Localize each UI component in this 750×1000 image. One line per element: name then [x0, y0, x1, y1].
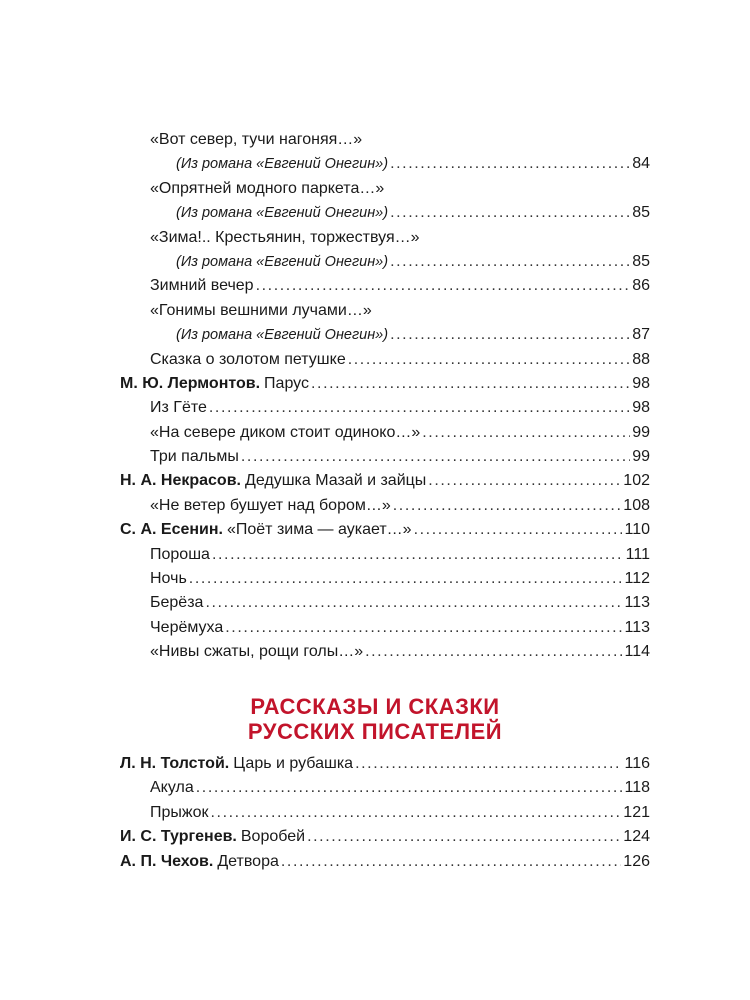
- dot-leader: [393, 494, 622, 518]
- toc-entry: [120, 776, 650, 800]
- toc-entry-row: [120, 469, 650, 493]
- page-number: 88: [632, 350, 650, 368]
- work-title: Детвора: [217, 852, 279, 870]
- author-name: Л. Н. Толстой.: [120, 755, 230, 772]
- dot-leader: [414, 518, 623, 542]
- work-title: «Нивы сжаты, рощи голы…»: [150, 643, 364, 661]
- toc-entry-row: [120, 640, 650, 664]
- table-of-contents-stories: [120, 752, 650, 874]
- page-number: 86: [632, 277, 650, 295]
- dot-leader: [355, 752, 622, 776]
- dot-leader: [281, 850, 621, 874]
- toc-entry: [120, 518, 650, 542]
- toc-entry-row: [120, 825, 650, 849]
- toc-entry: [120, 421, 650, 445]
- toc-entry-row: [120, 372, 650, 396]
- page-number: 98: [632, 399, 650, 417]
- toc-entry-subrow: [120, 250, 650, 274]
- section-heading-line-1: РАССКАЗЫ И СКАЗКИ: [250, 694, 500, 719]
- toc-entry-row: [120, 396, 650, 420]
- work-title: Черёмуха: [150, 618, 224, 636]
- work-source: (Из романа «Евгений Онегин»): [176, 327, 389, 344]
- page-number: 85: [632, 204, 650, 222]
- toc-entry: [120, 128, 650, 177]
- work-title: Сказка о золотом петушке: [150, 350, 346, 368]
- toc-entry-row: [120, 421, 650, 445]
- dot-leader: [209, 396, 630, 420]
- work-source: (Из романа «Евгений Онегин»): [176, 205, 389, 222]
- author-name: И. С. Тургенев.: [120, 828, 237, 846]
- page-number: 112: [624, 570, 650, 588]
- dot-leader: [307, 825, 621, 849]
- toc-entry-row: [120, 543, 650, 567]
- toc-entry: [120, 543, 650, 567]
- dot-leader: [390, 323, 630, 347]
- work-title: Пороша: [150, 545, 210, 563]
- page-number: 114: [624, 643, 650, 661]
- work-title: Царь и рубашка: [233, 755, 354, 772]
- toc-entry-row: [120, 445, 650, 469]
- page-number: 110: [624, 521, 650, 539]
- toc-entry-row: [120, 591, 650, 615]
- dot-leader: [428, 469, 621, 493]
- work-title: Берёза: [150, 594, 204, 612]
- toc-entry-subrow: [120, 201, 650, 225]
- toc-entry-row: [120, 567, 650, 591]
- toc-entry: [120, 825, 650, 849]
- page-number: 124: [623, 828, 650, 846]
- table-of-contents-poems: [120, 128, 650, 665]
- toc-entry-row: [120, 348, 650, 372]
- dot-leader: [196, 776, 623, 800]
- dot-leader: [225, 616, 622, 640]
- toc-entry-row: [120, 274, 650, 298]
- dot-leader: [241, 445, 630, 469]
- author-name: А. П. Чехов.: [120, 852, 214, 870]
- toc-entry: [120, 396, 650, 420]
- work-title: «Поёт зима — аукает…»: [226, 521, 412, 539]
- page-number: 98: [632, 374, 650, 392]
- toc-entry-row: [120, 776, 650, 800]
- dot-leader: [211, 801, 622, 825]
- work-title: Прыжок: [150, 803, 209, 821]
- toc-entry: [120, 494, 650, 518]
- work-title: Парус: [264, 374, 309, 392]
- page-number: 113: [624, 618, 650, 636]
- toc-entry: [120, 801, 650, 825]
- section-heading-line-2: РУССКИХ ПИСАТЕЛЕЙ: [247, 719, 503, 744]
- work-title: Ночь: [150, 570, 187, 588]
- toc-entry-row: [120, 177, 650, 201]
- work-title: Акула: [150, 779, 194, 797]
- toc-entry: [120, 567, 650, 591]
- work-source: (Из романа «Евгений Онегин»): [176, 156, 389, 173]
- toc-entry: [120, 445, 650, 469]
- work-title: «На севере диком стоит одиноко…»: [150, 423, 421, 441]
- page-number: 111: [625, 545, 650, 563]
- work-title: «Не ветер бушует над бором…»: [150, 496, 391, 514]
- toc-entry: [120, 640, 650, 664]
- page-number: 84: [632, 155, 650, 173]
- work-title: «Вот север, тучи нагоняя…»: [150, 131, 363, 148]
- page-number: 121: [623, 803, 650, 821]
- dot-leader: [348, 348, 630, 372]
- page-number: 87: [632, 326, 650, 344]
- work-source: (Из романа «Евгений Онегин»): [176, 253, 389, 270]
- work-title: Дедушка Мазай и зайцы: [244, 472, 427, 490]
- toc-entry: [120, 850, 650, 874]
- toc-entry: [120, 299, 650, 348]
- page-number: 99: [632, 448, 650, 466]
- toc-entry-row: [120, 494, 650, 518]
- toc-entry-row: [120, 226, 650, 250]
- toc-entry-subrow: [120, 152, 650, 176]
- work-title: «Гонимы вешними лучами…»: [150, 301, 372, 319]
- work-title: Из Гёте: [150, 399, 207, 417]
- author-name: М. Ю. Лермонтов.: [120, 374, 261, 392]
- toc-entry: [120, 616, 650, 640]
- dot-leader: [390, 201, 630, 225]
- dot-leader: [256, 274, 631, 298]
- section-heading: [0, 694, 750, 744]
- toc-entry-row: [120, 850, 650, 874]
- toc-entry: [120, 226, 650, 275]
- author-name: Н. А. Некрасов.: [120, 472, 241, 490]
- page-number: 102: [623, 472, 650, 490]
- toc-entry-row: [120, 801, 650, 825]
- work-title: Зимний вечер: [150, 277, 254, 295]
- toc-entry-row: [120, 128, 650, 152]
- dot-leader: [422, 421, 630, 445]
- dot-leader: [390, 250, 630, 274]
- dot-leader: [205, 591, 622, 615]
- work-title: «Зима!.. Крестьянин, торжествуя…»: [150, 228, 420, 246]
- work-title: Три пальмы: [150, 448, 239, 466]
- dot-leader: [365, 640, 622, 664]
- toc-entry-row: [120, 616, 650, 640]
- dot-leader: [311, 372, 630, 396]
- toc-entry: [120, 591, 650, 615]
- toc-entry-subrow: [120, 323, 650, 347]
- page-number: 113: [624, 594, 650, 612]
- dot-leader: [212, 543, 624, 567]
- page-number: 116: [624, 755, 650, 772]
- toc-entry: [120, 348, 650, 372]
- toc-entry: [120, 469, 650, 493]
- toc-entry: [120, 177, 650, 226]
- author-name: С. А. Есенин.: [120, 521, 223, 539]
- page-number: 99: [632, 423, 650, 441]
- dot-leader: [390, 152, 630, 176]
- toc-entry-row: [120, 518, 650, 542]
- work-title: Воробей: [240, 828, 306, 846]
- toc-entry-row: [120, 299, 650, 323]
- page-number: 108: [623, 496, 650, 514]
- work-title: «Опрятней модного паркета…»: [150, 179, 385, 197]
- toc-entry: [120, 372, 650, 396]
- dot-leader: [189, 567, 623, 591]
- toc-entry: [120, 274, 650, 298]
- toc-entry-row: [120, 752, 650, 776]
- page-number: 85: [632, 252, 650, 270]
- page-number: 118: [624, 779, 650, 797]
- page-number: 126: [623, 852, 650, 870]
- toc-entry: [120, 752, 650, 776]
